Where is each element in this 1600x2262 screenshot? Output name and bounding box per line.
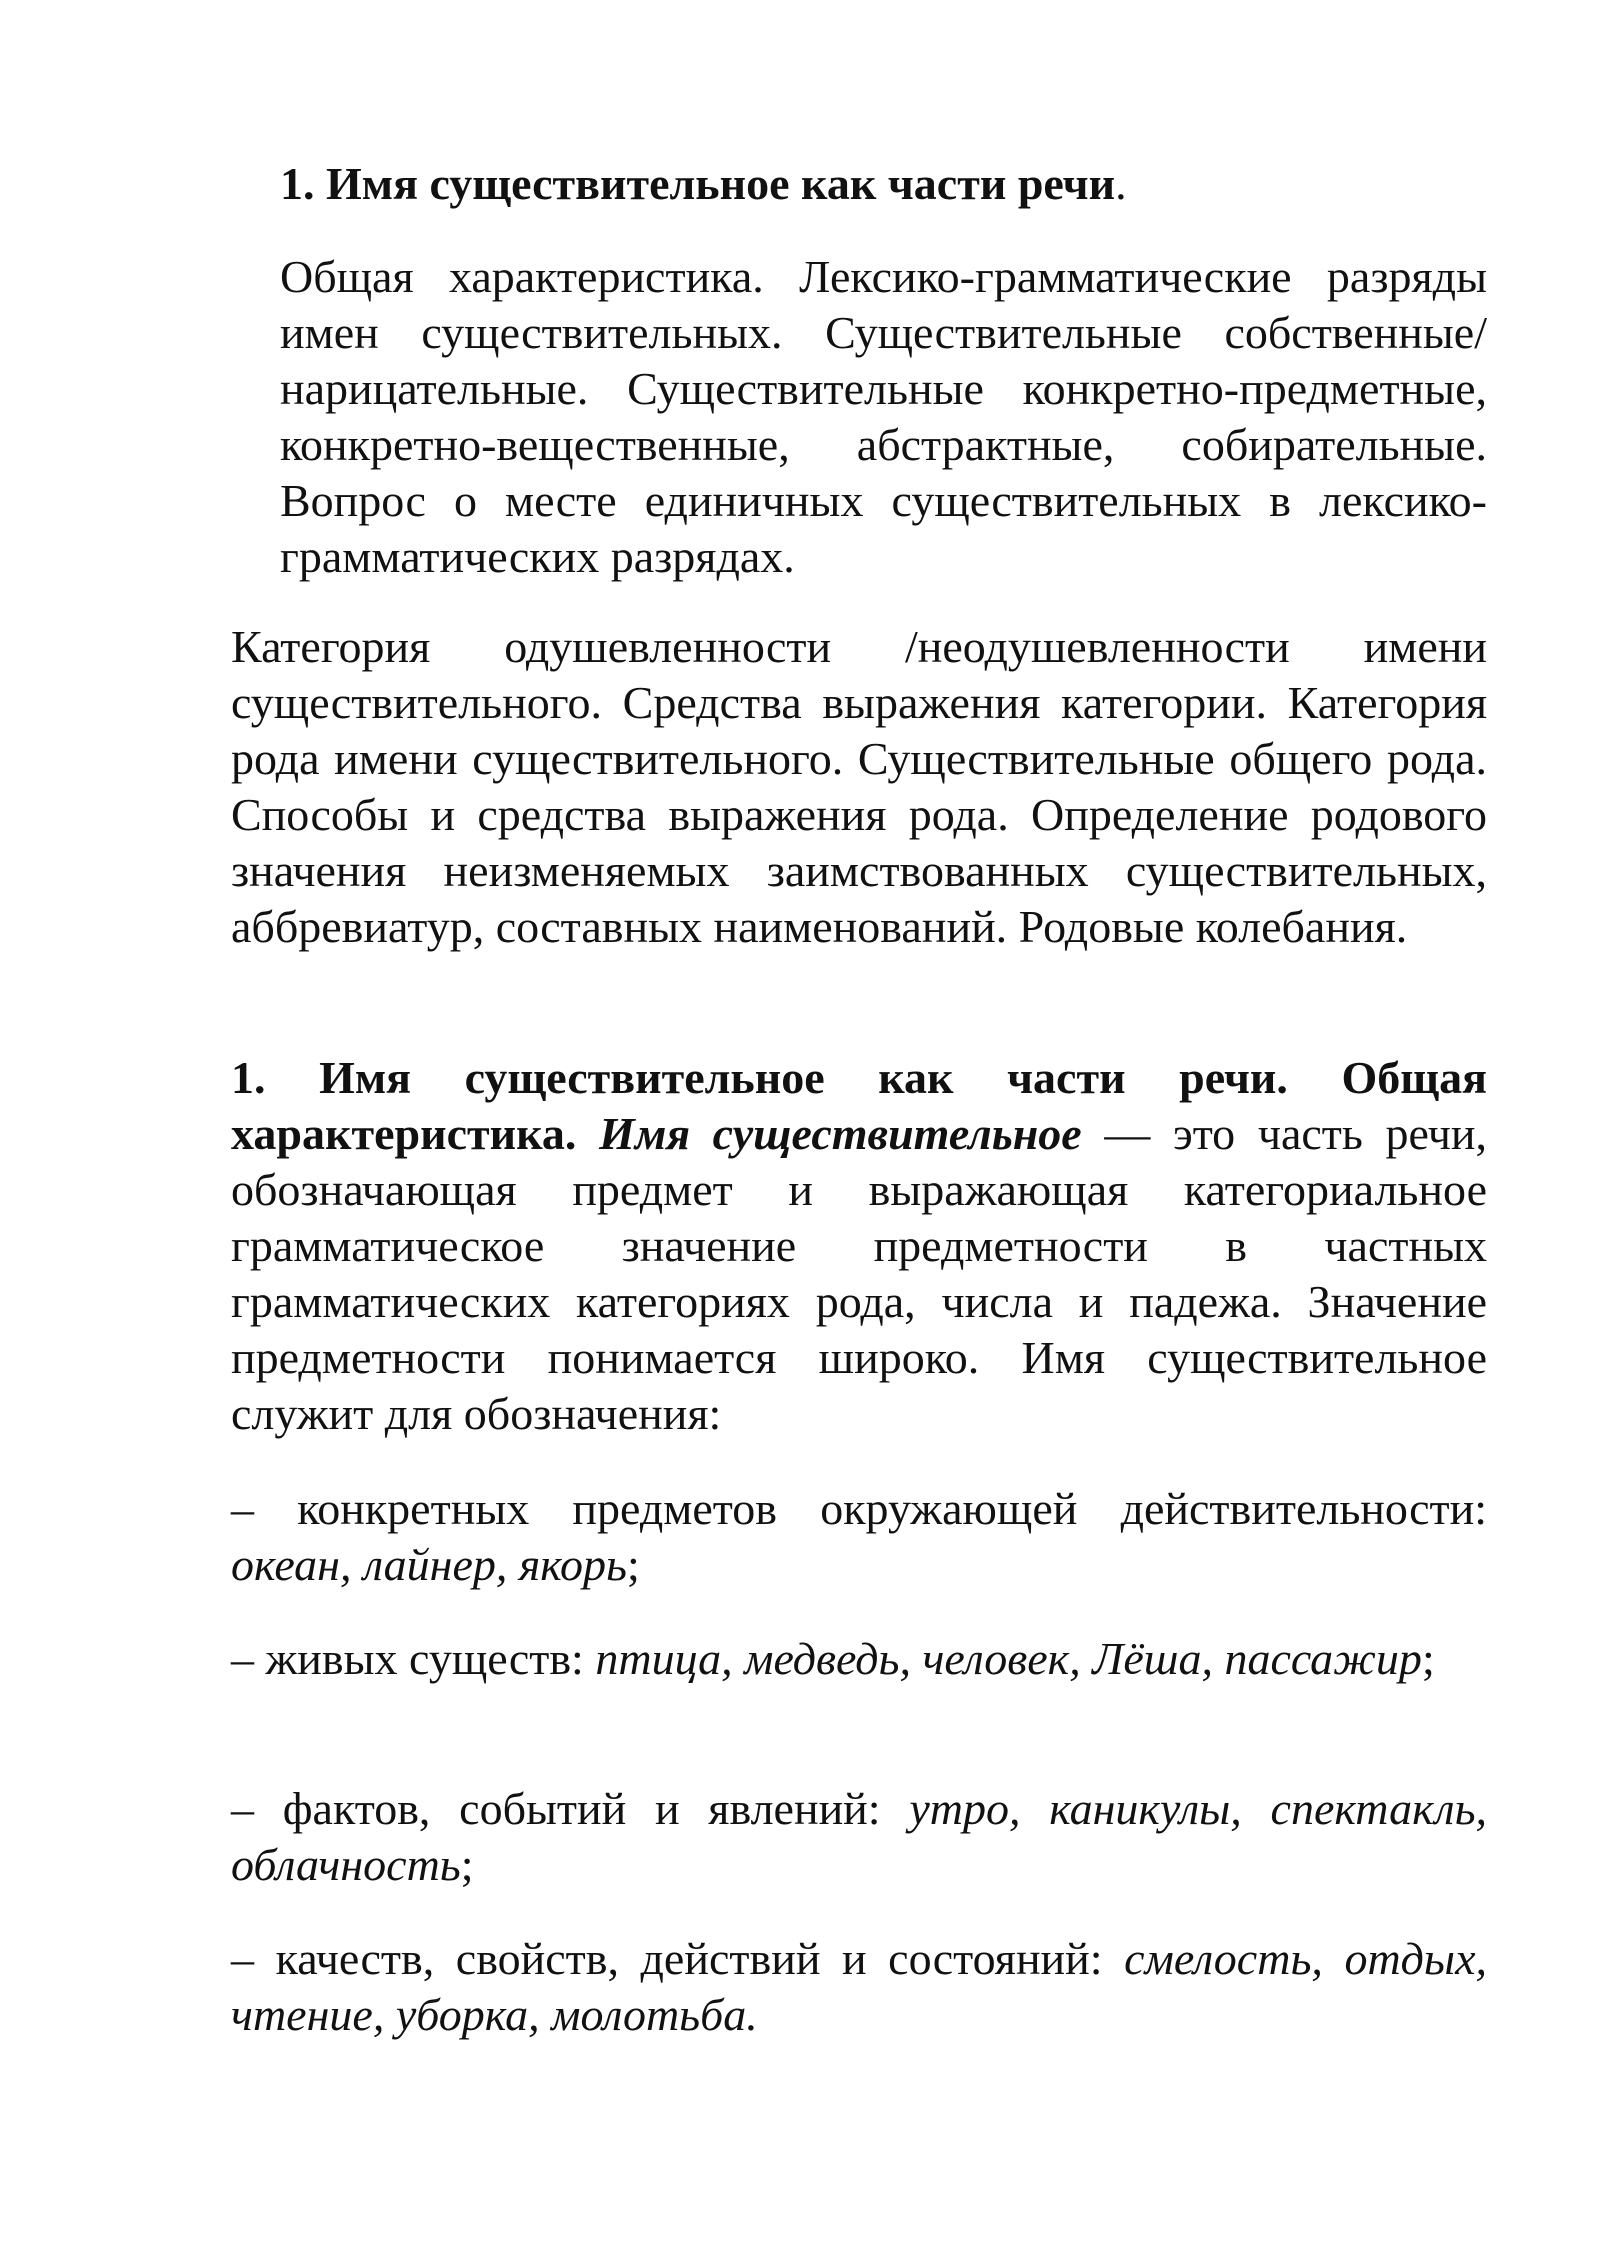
definition-term: Имя существительное — [599, 1108, 1082, 1159]
list-item-prefix: – фактов, событий и явлений: — [231, 1783, 910, 1834]
list-item-suffix: ; — [1421, 1633, 1435, 1684]
list-item — [231, 1781, 1487, 1893]
list-item — [231, 1931, 1487, 2043]
list-item-prefix: – живых существ: — [231, 1633, 596, 1684]
definition-paragraph — [231, 1050, 1487, 1442]
section-heading-period: . — [1115, 158, 1127, 209]
list-item-suffix: ; — [626, 1539, 640, 1590]
list-item-examples: утро, каникулы, спектакль, облачность — [231, 1783, 1487, 1890]
animacy-gender-paragraph: Категория одушевленности /неодушевленности имени существительного. Средства выражения категории. Категория рода имени существительного. Существительные общего рода. Способы и средства выражения рода. Определение родового значения неизменяемых заимствованных существительных, аббревиатур, составных наименований. Родовые колебания. — [231, 621, 1487, 952]
list-item-examples: смелость, отдых, чтение, уборка, молотьба. — [231, 1933, 1487, 2040]
list-item — [231, 1481, 1487, 1593]
definition-text: — это часть речи, обозначающая предмет и выражающая категориальное грамматическое значение предметности в частных грамматических категориях рода, числа и падежа. Значение предметности понимается широко. Имя существительное служит для обозначения: — [231, 1108, 1488, 1439]
section-heading — [280, 156, 1487, 212]
list-item-suffix: ; — [460, 1839, 474, 1890]
definition-heading: 1. Имя существительное как части речи. Общая характеристика. — [231, 1052, 1487, 1159]
list-item-examples: птица, медведь, человек, Лёша, пассажир — [595, 1633, 1422, 1684]
list-item — [231, 1631, 1487, 1687]
section-heading-title: 1. Имя существительное как части речи — [280, 158, 1116, 209]
overview-paragraph: Общая характеристика. Лексико-грамматические разряды имен существительных. Существительные собственные/нарицательные. Существительные конкретно-предметные, конкретно-вещественные, абстрактные, собирательные. Вопрос о месте единичных существительных в лексико-грамматических разрядах. — [280, 251, 1487, 582]
list-item-examples: океан, лайнер, якорь — [231, 1539, 627, 1590]
list-item-prefix: – качеств, свойств, действий и состояний: — [231, 1933, 1125, 1984]
list-item-prefix: – конкретных предметов окружающей действительности: — [231, 1483, 1487, 1534]
